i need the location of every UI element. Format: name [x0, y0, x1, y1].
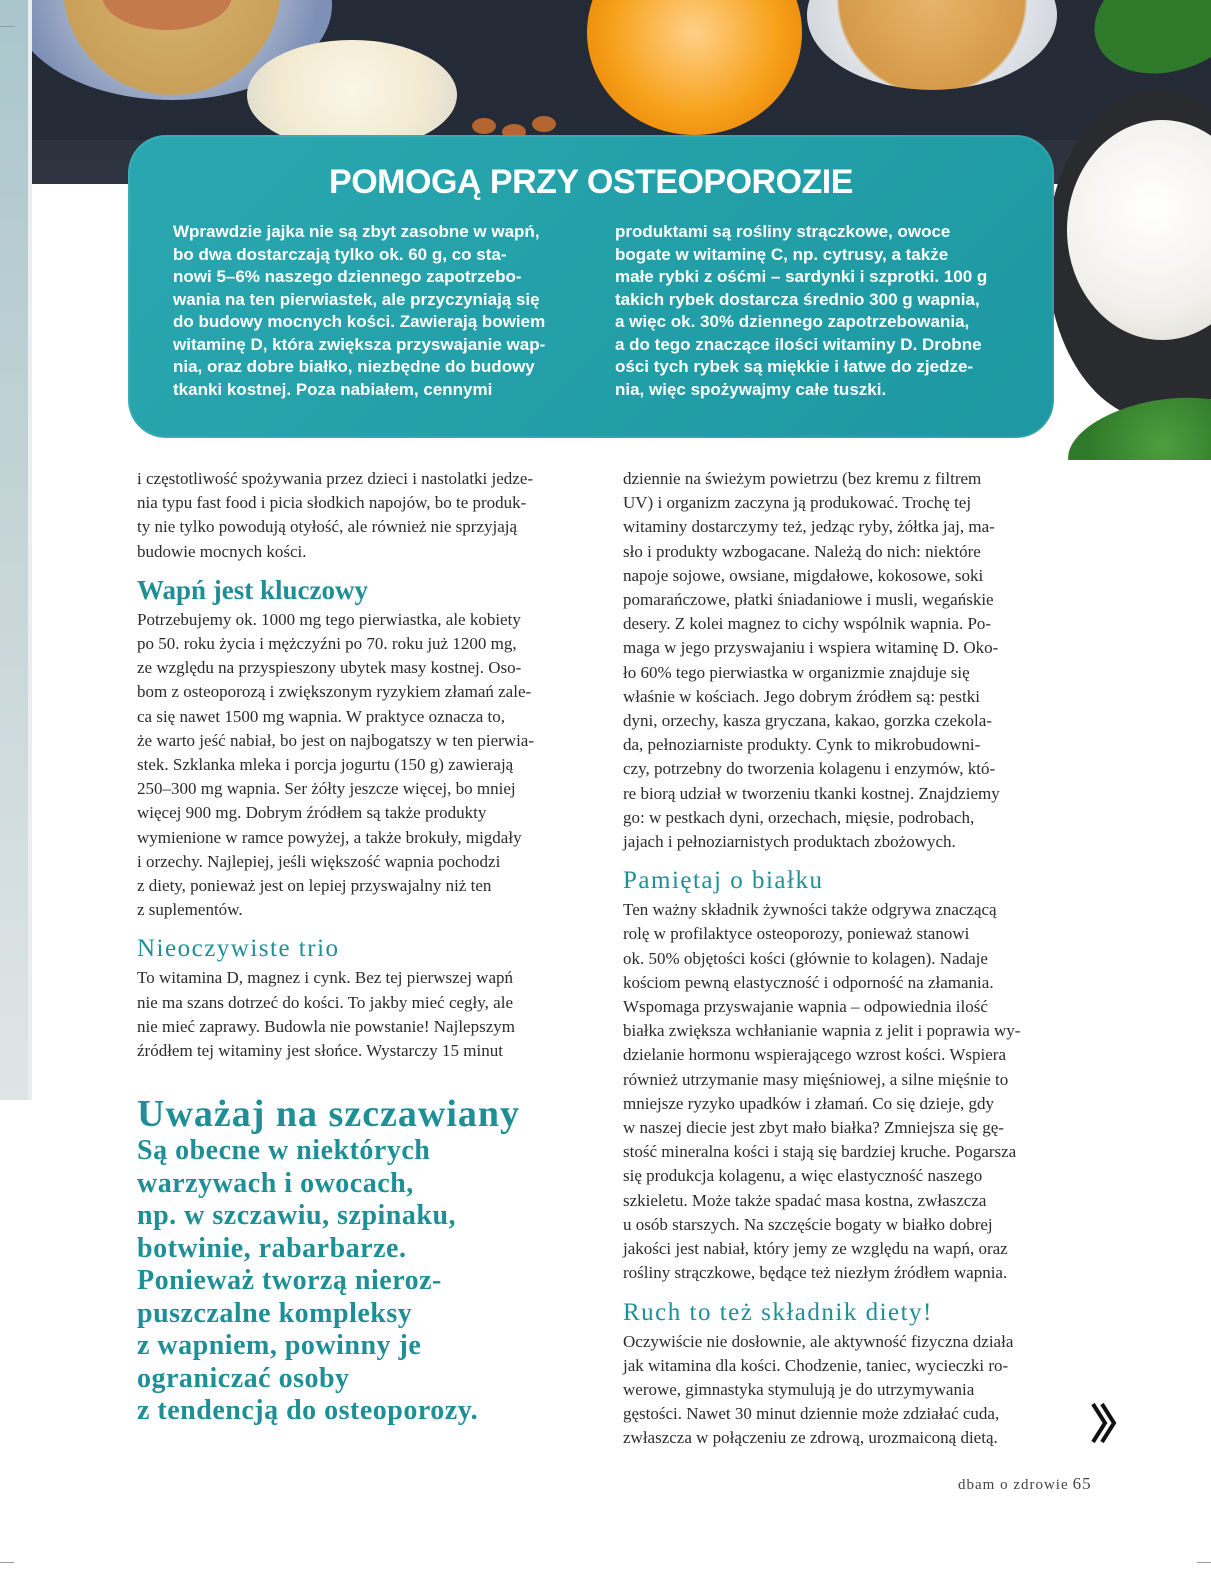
text-line: witaminy dostarczymy też, jedząc ryby, żółtka jaj, ma- [623, 517, 995, 537]
section-heading-protein: Pamiętaj o białku [623, 867, 824, 895]
text-line: witaminę D, która zwiększa przyswajanie wap- [173, 334, 546, 354]
text-line: białka zwiększa wchłanianie wapnia z jelit i poprawia wy- [623, 1021, 1021, 1041]
text-line: dziennie na świeżym powietrzu (bez kremu z filtrem [623, 469, 982, 488]
text-line: sło i produkty wzbogacane. Należą do nich: niektóre [623, 541, 981, 561]
callout-title: Uważaj na szczawiany [137, 1093, 521, 1135]
text-line: jakości jest nabiał, który jemy ze względu na wapń, oraz [623, 1239, 1008, 1259]
text-line: się produkcja kolagenu, a więc elastyczność naszego [623, 1166, 983, 1186]
left-column [137, 467, 587, 1063]
double-chevron-right-icon[interactable] [1090, 1400, 1118, 1446]
text-line: gęstości. Nawet 30 minut dziennie może zdziałać cuda, [623, 1404, 1000, 1424]
callout-line: z tendencją do osteoporozy. [137, 1395, 479, 1426]
page-footer [958, 1474, 1092, 1494]
magazine-name: dbam o zdrowie [958, 1477, 1069, 1493]
text-line: maga w jego przyswajaniu i wspiera witaminę D. Oko- [623, 638, 999, 658]
text-line: takich rybek dostarcza średnio 300 g wapnia, [615, 289, 980, 309]
section-heading-calcium: Wapń jest kluczowy [137, 574, 369, 605]
text-line: a do tego znaczące ilości witaminy D. Drobne [615, 334, 982, 354]
crop-mark [0, 1562, 14, 1563]
info-box-right-column [615, 221, 1010, 401]
info-box-title: POMOGĄ PRZY OSTEOPOROZIE [329, 163, 853, 201]
text-line: budowie mocnych kości. [137, 541, 307, 561]
text-line: z suplementów. [137, 900, 243, 920]
text-line: szkieletu. Może także spadać masa kostna, zwłaszcza [623, 1190, 987, 1210]
callout-line: puszczalne kompleksy [137, 1297, 413, 1329]
milk-glass-photo [247, 40, 457, 150]
callout-line: Ponieważ tworzą nieroz- [137, 1265, 442, 1296]
text-line: go: w pestkach dyni, orzechach, mięsie, podrobach, [623, 807, 975, 827]
callout-line: ograniczać osoby [137, 1362, 350, 1394]
text-line: To witamina D, magnez i cynk. Bez tej pierwszej wapń [137, 968, 513, 988]
page-number: 65 [1072, 1474, 1092, 1493]
text-line: i częstotliwość spożywania przez dzieci i nastolatki jedze- [137, 469, 534, 488]
right-column [623, 467, 1073, 1451]
text-line: kościom pewną elastyczność i odporność na złamania. [623, 972, 994, 992]
text-line: ze względu na przyspieszony ubytek masy kostnej. Oso- [137, 658, 522, 678]
text-line: ok. 50% objętości kości (głównie to kolagen). Nadaje [623, 948, 988, 968]
almond-photo [472, 118, 496, 134]
text-line: napoje sojowe, owsiane, migdałowe, kokosowe, soki [623, 565, 984, 585]
text-line: UV) i organizm zaczyna ją produkować. Trochę tej [623, 493, 972, 513]
text-line: produktami są rośliny strączkowe, owoce [615, 222, 951, 241]
text-line: tkanki kostnej. Poza nabiałem, cennymi [173, 379, 493, 399]
text-line: bom z osteoporozą i zwiększonym ryzykiem złamań zale- [137, 682, 532, 702]
info-box [128, 135, 1054, 438]
text-line: nia typu fast food i picia słodkich napojów, bo te produk- [137, 493, 527, 513]
callout-line: Są obecne w niektórych [137, 1135, 431, 1166]
text-line: Wprawdzie jajka nie są zbyt zasobne w wapń, [173, 222, 540, 241]
text-line: desery. Z kolei magnez to cichy wspólnik wapnia. Po- [623, 614, 992, 634]
text-line: pomarańczowe, płatki śniadaniowe i musli, wegańskie [623, 590, 994, 610]
text-line: Potrzebujemy ok. 1000 mg tego pierwiastka, ale kobiety [137, 609, 521, 629]
text-line: również utrzymanie masy mięśniowej, a silne mięśnie to [623, 1069, 1009, 1089]
text-line: stek. Szklanka mleka i porcja jogurtu (150 g) zawierają [137, 755, 514, 775]
text-line: jak witamina dla kości. Chodzenie, taniec, wycieczki ro- [623, 1355, 1009, 1375]
callout-line: warzywach i owocach, [137, 1167, 414, 1199]
text-line: czy, potrzebny do tworzenia kolagenu i enzymów, któ- [623, 759, 996, 779]
text-line: zwłaszcza w połączeniu ze zdrową, urozmaiconą dietą. [623, 1428, 998, 1448]
almond-photo [532, 116, 556, 132]
text-line: mniejsze ryzyko upadków i złamań. Co się dzieje, gdy [623, 1093, 995, 1113]
text-line: nia, więc spożywajmy całe tuszki. [615, 379, 887, 399]
text-line: bogate w witaminę C, np. cytrusy, a także [615, 244, 949, 264]
text-line: ło 60% tego pierwiastka w organizmie znajduje się [623, 662, 970, 682]
text-line: stość mineralna kości i stają się bardziej kruche. Pogarsza [623, 1142, 1017, 1162]
callout-line: np. w szczawiu, szpinaku, [137, 1200, 457, 1231]
text-line: werowe, gimnastyka stymulują je do utrzymywania [623, 1379, 975, 1399]
text-line: ości tych rybek są miękkie i łatwe do zjedze- [615, 357, 974, 376]
text-line: Ten ważny składnik żywności także odgrywa znaczącą [623, 900, 997, 920]
text-line: nie mieć zaprawy. Budowla nie powstanie! Najlepszym [137, 1016, 515, 1036]
info-box-left-column [173, 221, 568, 401]
text-line: a więc ok. 30% dziennego zapotrzebowania, [615, 312, 970, 331]
text-line: re biorą udział w tworzeniu tkanki kostnej. Znajdziemy [623, 783, 1000, 803]
text-line: rolę w profilaktyce osteoporozy, ponieważ stanowi [623, 924, 970, 944]
text-line: małe rybki z ośćmi – sardynki i szprotki. 100 g [615, 267, 988, 286]
crop-mark [0, 26, 14, 27]
text-line: że warto jeść nabiał, bo jest on najbogatszy w ten pierwia- [137, 730, 535, 750]
text-line: w naszej diecie jest zbyt mało białka? Zmniejsza się gę- [623, 1118, 1004, 1138]
text-line: da, pełnoziarniste produkty. Cynk to mikrobudowni- [623, 735, 981, 755]
text-line: ca się nawet 1500 mg wapnia. W praktyce oznacza to, [137, 706, 506, 726]
text-line: nie ma szans dotrzeć do kości. To jakby mieć cegły, ale [137, 992, 513, 1012]
text-line: u osób starszych. Na szczęście bogaty w białko dobrej [623, 1214, 993, 1234]
section-heading-exercise: Ruch to też składnik diety! [623, 1298, 933, 1326]
text-line: i orzechy. Najlepiej, jeśli większość wapnia pochodzi [137, 851, 501, 871]
text-line: bo dwa dostarczają tylko ok. 60 g, co sta- [173, 244, 507, 264]
callout-line: z wapniem, powinny je [137, 1330, 422, 1361]
callout-line: botwinie, rabarbarze. [137, 1232, 407, 1264]
text-line: źródłem tej witaminy jest słońce. Wystarczy 15 minut [137, 1041, 503, 1061]
text-line: jajach i pełnoziarnistych produktach zbożowych. [623, 832, 956, 852]
text-line: właśnie w kościach. Jego dobrym źródłem są: pestki [623, 686, 980, 706]
text-line: po 50. roku życia i mężczyźni po 70. roku już 1200 mg, [137, 634, 517, 654]
crop-mark [1197, 1562, 1211, 1563]
text-line: Wspomaga przyswajanie wapnia – odpowiednia ilość [623, 997, 988, 1017]
text-line: wania na ten pierwiastek, ale przyczyniają się [173, 289, 540, 309]
section-heading-trio: Nieoczywiste trio [137, 935, 340, 963]
page-edge-strip [0, 0, 28, 1100]
text-line: ty nie tylko powodują otyłość, ale również nie sprzyjają [137, 517, 518, 537]
oxalate-callout [137, 1092, 587, 1429]
text-line: dyni, orzechy, kasza gryczana, kakao, gorzka czekola- [623, 711, 992, 731]
text-line: do budowy mocnych kości. Zawierają bowiem [173, 312, 546, 331]
text-line: rośliny strączkowe, będące też niezłym źródłem wapnia. [623, 1263, 1008, 1283]
text-line: nowi 5–6% naszego dziennego zapotrzebo- [173, 267, 522, 286]
text-line: dzielanie hormonu wspierającego wzrost kości. Wspiera [623, 1045, 1006, 1065]
text-line: Oczywiście nie dosłownie, ale aktywność fizyczna działa [623, 1331, 1014, 1351]
text-line: z diety, ponieważ jest on lepiej przyswajalny niż ten [137, 876, 492, 896]
text-line: 250–300 mg wapnia. Ser żółty jeszcze więcej, bo mniej [137, 779, 516, 799]
text-line: wymienione w ramce powyżej, a także brokuły, migdały [137, 827, 522, 847]
text-line: więcej 900 mg. Dobrym źródłem są także produkty [137, 803, 487, 823]
text-line: nia, oraz dobre białko, niezbędne do budowy [173, 357, 535, 376]
